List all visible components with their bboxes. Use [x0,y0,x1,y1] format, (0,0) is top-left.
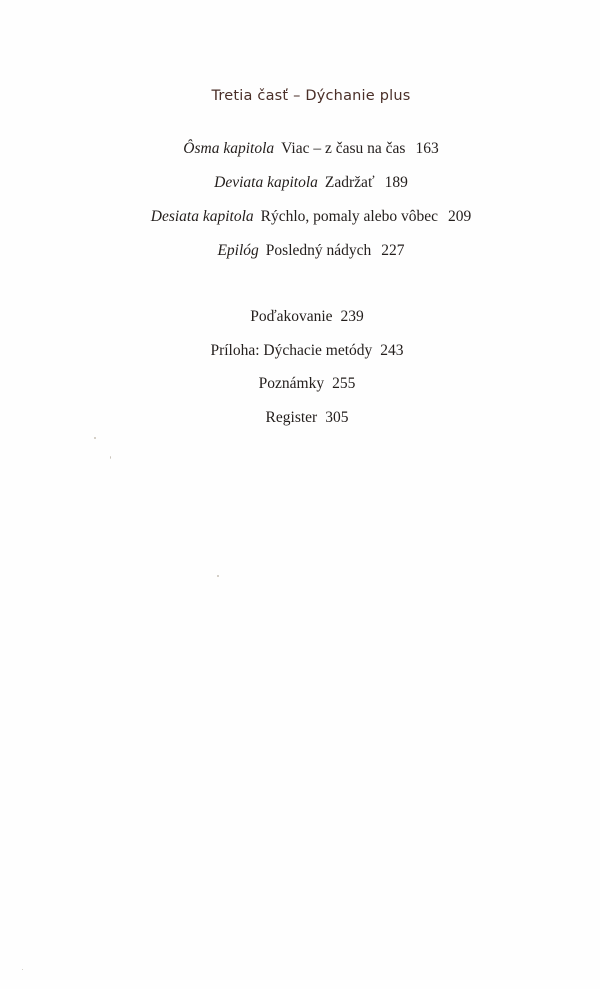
part-title: Tretia časť – Dýchanie plus [211,88,411,104]
paper-speck [110,456,111,459]
paper-speck [217,575,219,577]
page-number: 163 [415,140,439,157]
toc-entry-notes [0,375,600,393]
toc-entry-chapter-8 [0,140,600,158]
toc-entry-index [0,409,600,427]
paper-speck [22,969,23,970]
paper-speck [94,437,96,439]
chapter-title: Posledný nádych [265,242,372,259]
toc-entry-appendix [0,342,600,360]
chapter-title: Viac – z času na čas [281,140,406,157]
chapter-label: Ôsma kapitola [183,140,275,157]
page-number: 209 [448,208,472,225]
entry-title: Poďakovanie [250,308,333,325]
toc-entry-epilogue [0,242,600,260]
page-number: 255 [332,375,356,392]
page-number: 227 [381,242,405,259]
chapter-title: Zadržať [324,174,375,191]
chapter-label: Desiata kapitola [150,208,254,225]
page-number: 239 [340,308,364,325]
toc-entry-chapter-9 [0,174,600,192]
page-number: 305 [325,409,349,426]
chapter-label: Epilóg [217,242,259,259]
toc-entry-chapter-10 [0,208,600,226]
toc-entry-acknowledgements [0,308,600,326]
chapter-title: Rýchlo, pomaly alebo vôbec [260,208,438,225]
entry-title: Register [265,409,318,426]
entry-title: Poznámky [258,375,325,392]
page-number: 189 [384,174,408,191]
entry-title: Príloha: Dýchacie metódy [210,342,373,359]
chapter-label: Deviata kapitola [214,174,318,191]
page-number: 243 [380,342,404,359]
